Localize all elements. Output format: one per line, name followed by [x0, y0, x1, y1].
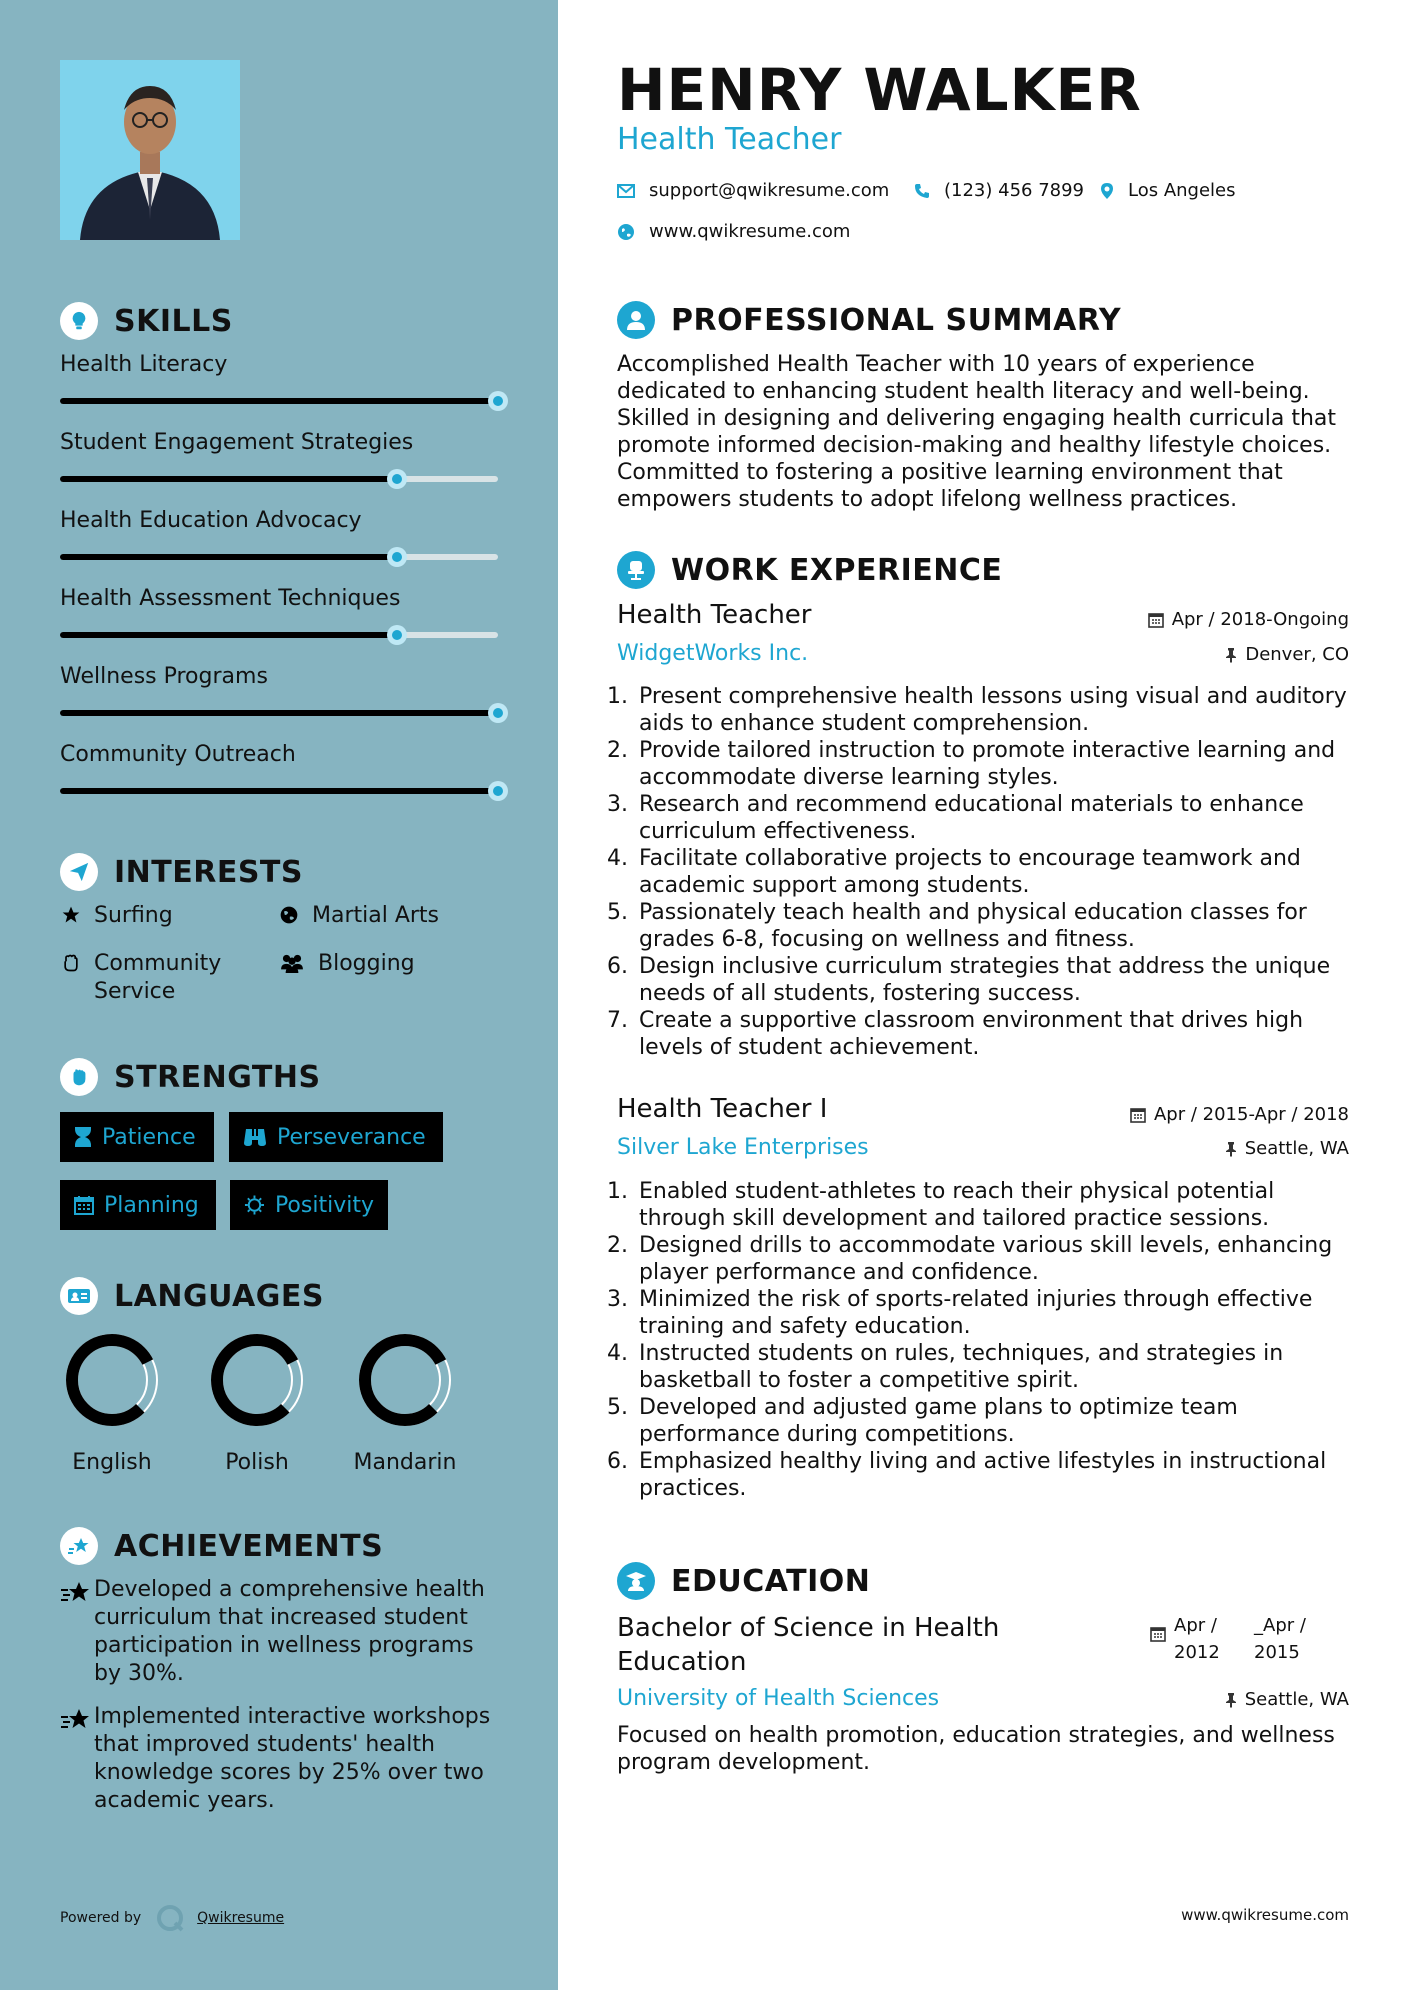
language-item	[52, 1332, 172, 1475]
interests-heading	[60, 853, 303, 891]
duty-item: 6. Design inclusive curriculum strategies that address the unique needs of all students, fostering success.	[635, 953, 1357, 1007]
education-start: Apr / 2012	[1174, 1615, 1220, 1663]
job-dates	[1130, 1104, 1349, 1125]
language-ring-fill	[209, 1332, 305, 1428]
skill-bar-fill	[60, 788, 498, 794]
skill-level-dot	[387, 625, 407, 645]
paper-plane-icon	[60, 853, 98, 891]
fist-icon	[60, 1058, 98, 1096]
experience-title: WORK EXPERIENCE	[671, 552, 1003, 588]
interest-item	[60, 902, 173, 930]
company-name: WidgetWorks Inc.	[617, 641, 809, 666]
school-name: University of Health Sciences	[617, 1686, 940, 1711]
interests-title: INTERESTS	[114, 854, 303, 890]
contact-location	[1100, 180, 1236, 201]
candidate-name: HENRY WALKER	[617, 56, 1142, 124]
job-location-text: Seattle, WA	[1244, 1138, 1349, 1159]
calendar-icon	[1130, 1107, 1146, 1123]
job-dates-text: Apr / 2018-Ongoing	[1171, 609, 1349, 630]
job-duties	[617, 683, 1357, 1061]
powered-by	[60, 1903, 284, 1933]
skill-bar	[60, 710, 498, 716]
skills-title: SKILLS	[114, 303, 233, 339]
school-location-text: Seattle, WA	[1244, 1689, 1349, 1710]
skills-heading	[60, 302, 233, 340]
strength-label: Planning	[104, 1192, 199, 1218]
skill-name: Student Engagement Strategies	[60, 430, 414, 455]
sun-icon	[244, 1194, 265, 1216]
globe-icon	[617, 223, 635, 241]
skill-bar	[60, 476, 498, 482]
strengths-heading	[60, 1058, 321, 1096]
skill-bar	[60, 398, 498, 404]
strengths-title: STRENGTHS	[114, 1059, 321, 1095]
skill-level-dot	[488, 391, 508, 411]
strength-label: Patience	[102, 1124, 196, 1150]
education-dates	[1150, 1612, 1312, 1666]
job-dates	[1148, 609, 1349, 630]
powered-by-label: Powered by	[60, 1910, 142, 1926]
skill-name: Wellness Programs	[60, 664, 268, 689]
contact-email	[617, 180, 889, 201]
shooting-star-icon	[60, 1703, 94, 1815]
strength-tag	[229, 1112, 443, 1162]
duty-item: 3. Minimized the risk of sports-related injuries through effective training and safety education.	[635, 1286, 1357, 1340]
duty-item: 4. Facilitate collaborative projects to encourage teamwork and academic support among students.	[635, 845, 1357, 899]
education-description: Focused on health promotion, education strategies, and wellness program development.	[617, 1723, 1335, 1775]
skill-bar-fill	[60, 710, 498, 716]
skill-bar-fill	[60, 398, 498, 404]
phone-icon	[914, 183, 930, 199]
skill-name: Health Literacy	[60, 352, 228, 377]
duty-item: 1. Enabled student-athletes to reach their physical potential through skill development and tailored practice sessions.	[635, 1178, 1357, 1232]
achievement-item	[60, 1703, 500, 1815]
summary-heading	[617, 301, 1121, 339]
skill-bar	[60, 788, 498, 794]
pin-icon	[1225, 1692, 1237, 1708]
strength-tag	[60, 1180, 216, 1230]
job-location	[1225, 644, 1349, 665]
interest-label: Blogging	[318, 951, 415, 976]
strength-label: Perseverance	[277, 1124, 426, 1150]
duty-item: 4. Instructed students on rules, techniques, and strategies in basketball to foster a competitive spirit.	[635, 1340, 1357, 1394]
map-pin-icon	[1100, 182, 1114, 200]
email-link[interactable]: support@qwikresume.com	[649, 180, 890, 201]
skill-name: Health Assessment Techniques	[60, 586, 401, 611]
language-name: Mandarin	[353, 1450, 457, 1475]
duty-item: 6. Emphasized healthy living and active lifestyles in instructional practices.	[635, 1448, 1357, 1502]
language-ring-fill	[64, 1332, 160, 1428]
duty-item: 5. Developed and adjusted game plans to optimize team performance during competitions.	[635, 1394, 1357, 1448]
shooting-star-icon	[60, 1527, 98, 1565]
job-dates-text: Apr / 2015-Apr / 2018	[1153, 1104, 1349, 1125]
duty-item: 7. Create a supportive classroom environment that drives high levels of student achievement.	[635, 1007, 1357, 1061]
language-ring	[64, 1332, 160, 1428]
experience-heading	[617, 551, 1002, 589]
phone-number: (123) 456 7899	[944, 180, 1085, 201]
achievement-text: Developed a comprehensive health curriculum that increased student participation in wellness programs by 30%.	[94, 1577, 485, 1686]
skill-bar	[60, 554, 498, 560]
website-link[interactable]: www.qwikresume.com	[649, 221, 851, 242]
languages-heading	[60, 1277, 324, 1315]
skill-level-dot	[488, 781, 508, 801]
hand-icon	[60, 950, 82, 973]
degree-title: Bachelor of Science in Health Education	[617, 1613, 1000, 1677]
skill-bar-fill	[60, 554, 397, 560]
skill-bar-fill	[60, 632, 397, 638]
interest-label: Community Service	[94, 951, 222, 1004]
qwikresume-link[interactable]: Qwikresume	[197, 1910, 285, 1926]
skill-name: Health Education Advocacy	[60, 508, 362, 533]
calendar-icon	[1150, 1626, 1166, 1642]
strength-label: Positivity	[274, 1192, 374, 1218]
interest-item	[278, 902, 439, 930]
skill-bar	[60, 632, 498, 638]
achievement-item	[60, 1576, 500, 1688]
skill-bar-fill	[60, 476, 397, 482]
languages-title: LANGUAGES	[114, 1278, 324, 1314]
qwikresume-logo-icon	[155, 1903, 185, 1933]
interest-item	[60, 950, 260, 1006]
contact-phone	[914, 180, 1084, 201]
shooting-star-icon	[60, 1576, 94, 1688]
skill-level-dot	[488, 703, 508, 723]
sidebar	[0, 0, 558, 1990]
company-name: Silver Lake Enterprises	[617, 1135, 869, 1160]
lightbulb-icon	[60, 302, 98, 340]
job-duties	[617, 1178, 1357, 1502]
calendar-icon	[1148, 612, 1164, 628]
skill-level-dot	[387, 469, 407, 489]
interest-label: Martial Arts	[312, 903, 440, 928]
interest-item	[278, 950, 415, 978]
contact-website	[617, 221, 850, 242]
footer-website[interactable]: www.qwikresume.com	[1181, 1906, 1349, 1924]
binoculars-icon	[243, 1127, 267, 1147]
summary-title: PROFESSIONAL SUMMARY	[671, 302, 1122, 338]
education-title: EDUCATION	[671, 1563, 871, 1599]
calendar-icon	[74, 1195, 94, 1215]
duty-item: 1. Present comprehensive health lessons using visual and auditory aids to enhance student comprehension.	[635, 683, 1357, 737]
pin-icon	[1225, 647, 1237, 663]
job-location	[1225, 1138, 1349, 1159]
language-item	[345, 1332, 465, 1475]
language-item	[197, 1332, 317, 1475]
achievements-title: ACHIEVEMENTS	[114, 1528, 384, 1564]
strength-tag	[230, 1180, 388, 1230]
duty-item: 5. Passionately teach health and physical education classes for grades 6-8, focusing on wellness and fitness.	[635, 899, 1357, 953]
school-location	[1225, 1689, 1349, 1710]
language-name: Polish	[225, 1450, 289, 1475]
job-title: Health Teacher	[617, 600, 812, 630]
education-heading	[617, 1562, 870, 1600]
candidate-role: Health Teacher	[617, 122, 842, 157]
achievement-text: Implemented interactive workshops that improved students' health knowledge scores by 25% over two academic years.	[94, 1704, 491, 1813]
graduate-icon	[617, 1562, 655, 1600]
globe-icon	[278, 902, 300, 925]
id-card-icon	[60, 1277, 98, 1315]
location-text: Los Angeles	[1128, 180, 1236, 201]
duty-item: 2. Designed drills to accommodate various skill levels, enhancing player performance and confidence.	[635, 1232, 1357, 1286]
skill-name: Community Outreach	[60, 742, 296, 767]
job-location-text: Denver, CO	[1245, 644, 1349, 665]
achievements-heading	[60, 1527, 383, 1565]
duty-item: 2. Provide tailored instruction to promote interactive learning and accommodate diverse learning styles.	[635, 737, 1357, 791]
office-chair-icon	[617, 551, 655, 589]
strength-tag	[60, 1112, 214, 1162]
education-end: _Apr / 2015	[1254, 1615, 1306, 1663]
duty-item: 3. Research and recommend educational materials to enhance curriculum effectiveness.	[635, 791, 1357, 845]
envelope-icon	[617, 184, 635, 198]
user-icon	[617, 301, 655, 339]
pin-icon	[1225, 1141, 1237, 1157]
users-icon	[278, 950, 306, 973]
language-name: English	[72, 1450, 152, 1475]
language-ring	[357, 1332, 453, 1428]
hourglass-icon	[74, 1126, 92, 1148]
language-ring	[209, 1332, 305, 1428]
star-icon	[60, 902, 82, 925]
summary-text: Accomplished Health Teacher with 10 years of experience dedicated to enhancing student health literacy and well-being. Skilled in designing and delivering engaging health curricula that promote informed decision-making and healthy lifestyle choices. Committed to fostering a positive learning environment that empowers students to adopt lifelong wellness practices.	[617, 352, 1336, 512]
profile-photo	[60, 60, 240, 240]
language-ring-fill	[357, 1332, 453, 1428]
skill-level-dot	[387, 547, 407, 567]
job-title: Health Teacher I	[617, 1094, 828, 1124]
interest-label: Surfing	[94, 903, 173, 928]
